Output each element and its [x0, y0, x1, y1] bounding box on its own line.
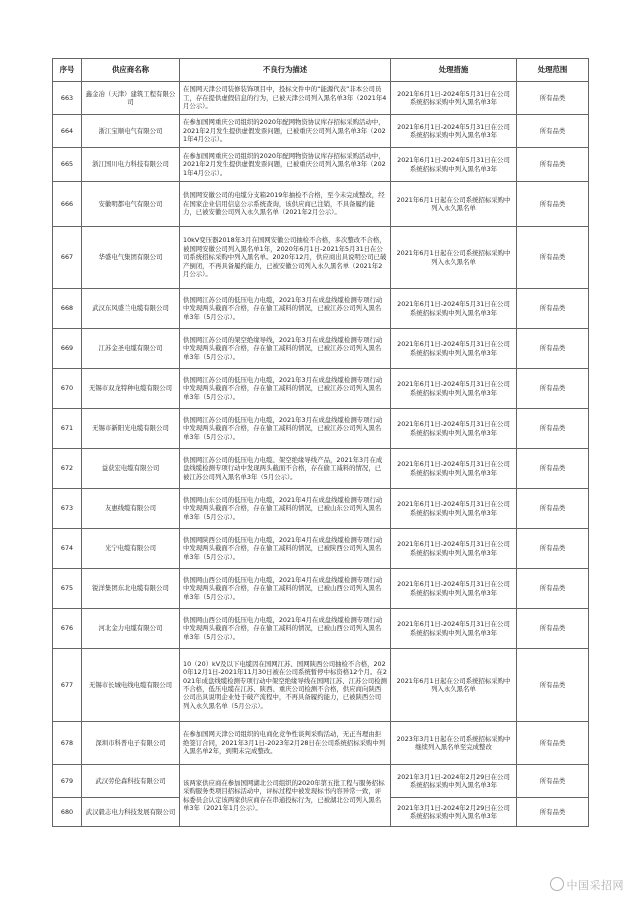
header-description: 不良行为描述: [180, 59, 391, 82]
table-row: [53, 115, 589, 148]
header-no: 序号: [53, 59, 82, 82]
cell-description: 该两家供应商在参加国网湖北公司组织的2020年第五批工程与服务招标采购服务类项目招标活动中，评标过程中被发现标书内容异常一致，评标委员会认定该两家供应商存在串通投标行为，已被湖北公司列入黑名单3年（2021年1月公示）。: [180, 765, 391, 827]
cell-description: 供国网江苏公司的低压电力电缆，2021年3月在成盘线缆检测专项行动中发现两头截面不合格，存在偷工减料的情况，已被江苏公司列入黑名单3年（5月公示）。: [180, 369, 391, 409]
cell-scope: 所有品类: [517, 227, 589, 289]
cell-supplier: 深圳市科普电子有限公司: [82, 722, 180, 765]
cell-measure: 2021年6月1日-2024年5月31日在公司系统招标采购中列入黑名单3年: [391, 329, 517, 369]
header-measure: 处理措施: [391, 59, 517, 82]
cell-description: 10（20）kV及以下电缆因在国网江苏、国网陕西公司抽检不合格，2020年12月1日-2021年11月30日被在公司系统暂停中标资格12个月。在2021年成盘线缆检测专项行动中架空绝缘导线在国网江苏、江苏公司检测不合格，低压电缆在江苏、陕西、重庆公司检测不合格，供应商向陕西公司出具说明企业处于破产流程中，不再具备履约能力，已被陕西公司列入永久黑名单（5月公示）。: [180, 649, 391, 722]
table-row: [53, 529, 589, 569]
table-row: [53, 569, 589, 609]
cell-no: 675: [53, 569, 82, 609]
cell-measure: 2021年6月1日起在公司系统招标采购中列入永久黑名单: [391, 182, 517, 227]
cell-measure: 2021年3月1日-2024年2月29日在公司系统招标采购中列入黑名单3年: [391, 765, 517, 798]
cell-scope: 所有品类: [517, 765, 589, 798]
table-row: [53, 722, 589, 765]
cell-measure: 2021年6月1日-2024年5月31日在公司系统招标采购中列入黑名单3年: [391, 569, 517, 609]
cell-description: 供国网江苏公司的低压电力电缆，2021年3月在成盘线缆检测专项行动中发现两头截面不合格，存在偷工减料的情况，已被江苏公司列入黑名单3年（5月公示）。: [180, 409, 391, 449]
cell-supplier: 益获宏电缆有限公司: [82, 449, 180, 489]
cell-scope: 所有品类: [517, 289, 589, 329]
cell-supplier: 武汉毅志电力科技发展有限公司: [82, 798, 180, 827]
cell-supplier: 鑫金冶（天津）建筑工程有限公司: [82, 82, 180, 115]
cell-no: 678: [53, 722, 82, 765]
cell-description: 在参加国网天津公司组织的电商化竞争性谈判采购活动，无正当理由拒绝签订合同，2021年3月1日-2023年2月28日在公司系统招标采购中列入黑名单2年，到期未完成整改。: [180, 722, 391, 765]
watermark-text: 中国采招网: [566, 879, 624, 892]
table-row: [53, 649, 589, 722]
cell-supplier: 浙江宝顺电气有限公司: [82, 115, 180, 148]
cell-scope: 所有品类: [517, 369, 589, 409]
cell-scope: 所有品类: [517, 798, 589, 827]
cell-scope: 所有品类: [517, 489, 589, 529]
cell-supplier: 锐洋集团东北电缆有限公司: [82, 569, 180, 609]
cell-scope: 所有品类: [517, 148, 589, 182]
cell-description: 供国网江苏公司的低压电力电缆、架空绝缘导线产品，2021年3月在成盘线缆检测专项行动中发现两头截面不合格，存在偷工减料的情况，已被江苏公司列入黑名单3年（5月公示）。: [180, 449, 391, 489]
cell-measure: 2021年6月1日-2024年5月31日在公司系统招标采购中列入黑名单3年: [391, 409, 517, 449]
cell-supplier: 武汉劳伦森科技有限公司: [82, 765, 180, 798]
cell-description: 供国网安徽公司的电缆分支箱2019年抽检不合格，至今未完成整改，经在国家企业信用信息公示系统查询，该供应商已注销，不具备履约能力，已被安徽公司列入永久黑名单（2021年2月公示）。: [180, 182, 391, 227]
cell-measure: 2021年6月1日-2024年5月31日在公司系统招标采购中列入黑名单3年: [391, 609, 517, 649]
cell-supplier: 友惠线缆有限公司: [82, 489, 180, 529]
table-body: [53, 82, 589, 827]
cell-scope: 所有品类: [517, 82, 589, 115]
cell-scope: 所有品类: [517, 329, 589, 369]
cell-no: 668: [53, 289, 82, 329]
cell-no: 680: [53, 798, 82, 827]
cell-measure: 2021年6月1日-2024年5月31日在公司系统招标采购中列入黑名单3年: [391, 489, 517, 529]
cell-supplier: 浙江国川电力科技有限公司: [82, 148, 180, 182]
cell-scope: 所有品类: [517, 115, 589, 148]
cell-measure: 2021年6月1日起在公司系统招标采购中列入永久黑名单: [391, 227, 517, 289]
cell-supplier: 无锡市双龙特种电缆有限公司: [82, 369, 180, 409]
cell-scope: 所有品类: [517, 649, 589, 722]
cell-measure: 2021年6月1日-2024年5月31日在公司系统招标采购中列入黑名单3年: [391, 449, 517, 489]
cell-supplier: 江苏金圣电缆有限公司: [82, 329, 180, 369]
table-row: [53, 227, 589, 289]
cell-measure: 2021年6月1日-2024年5月31日在公司系统招标采购中列入黑名单3年: [391, 529, 517, 569]
table-row: [53, 765, 589, 798]
cell-scope: 所有品类: [517, 569, 589, 609]
table-row: [53, 409, 589, 449]
cell-supplier: 河北金力电缆有限公司: [82, 609, 180, 649]
cell-no: 663: [53, 82, 82, 115]
cell-description: 在参加国网重庆公司组织的2020年配网物资协议库存招标采购活动中，2021年2月发生提供虚假发票问题，已被重庆公司列入黑名单3年（2021年4月公示）。: [180, 148, 391, 182]
header-supplier: 供应商名称: [82, 59, 180, 82]
cell-description: 供国网山西公司的低压电力电缆，2021年4月在成盘线缆检测专项行动中发现两头截面不合格，存在偷工减料的情况，已被山西公司列入黑名单3年（5月公示）。: [180, 609, 391, 649]
table-row: [53, 148, 589, 182]
cell-description: 在国网天津公司装修装饰项目中，投标文件中的“能源代表”非本公司员工，存在提供虚假信息的行为，已被天津公司列入黑名单3年（2021年4月公示）。: [180, 82, 391, 115]
cell-scope: 所有品类: [517, 722, 589, 765]
cell-supplier: 无锡市新阳光电缆有限公司: [82, 409, 180, 449]
cell-supplier: 无锡市长城电线电缆有限公司: [82, 649, 180, 722]
cell-scope: 所有品类: [517, 449, 589, 489]
cell-scope: 所有品类: [517, 182, 589, 227]
cell-no: 667: [53, 227, 82, 289]
table-row: [53, 449, 589, 489]
cell-measure: 2021年6月1日-2024年5月31日在公司系统招标采购中列入黑名单3年: [391, 369, 517, 409]
table-row: [53, 82, 589, 115]
cell-no: 664: [53, 115, 82, 148]
cell-no: 679: [53, 765, 82, 798]
cell-no: 665: [53, 148, 82, 182]
cell-measure: 2021年6月1日-2024年5月31日在公司系统招标采购中列入黑名单3年: [391, 82, 517, 115]
cell-description: 10kV变压器2018年3月在国网安徽公司抽检不合格，多次整改不合格，被国网安徽公司列入黑名单1年，2020年6月1日-2021年5月31日在公司系统招标采购中列入黑名单。2020年12月，供应商出具说明公司已破产倒闭，不再具备履约能力，已被安徽公司列入永久黑名单（2021年2月公示）。: [180, 227, 391, 289]
cell-supplier: 华盛电气集团有限公司: [82, 227, 180, 289]
cell-description: 供国网江苏公司的架空绝缘导线，2021年3月在成盘线缆检测专项行动中发现两头截面不合格，存在偷工减料的情况，已被江苏公司列入黑名单3年（5月公示）。: [180, 329, 391, 369]
cell-measure: 2023年3月1日起在公司系统招标采购中继续列入黑名单至完成整改: [391, 722, 517, 765]
cell-no: 677: [53, 649, 82, 722]
cell-no: 673: [53, 489, 82, 529]
table-row: [53, 489, 589, 529]
cell-no: 671: [53, 409, 82, 449]
cell-scope: 所有品类: [517, 529, 589, 569]
cell-description: 在参加国网重庆公司组织的2020年配网物资协议库存招标采购活动中，2021年2月发生提供虚假发票问题，已被重庆公司列入黑名单3年（2021年4月公示）。: [180, 115, 391, 148]
watermark: [550, 877, 625, 893]
table-header-row: [53, 59, 589, 82]
cell-supplier: 光宁电缆有限公司: [82, 529, 180, 569]
cell-scope: 所有品类: [517, 409, 589, 449]
cell-no: 670: [53, 369, 82, 409]
watermark-logo-icon: [550, 877, 564, 891]
cell-description: 供国网山西公司的低压电力电缆，2021年4月在成盘线缆检测专项行动中发现两头截面不合格，存在偷工减料的情况，已被山西公司列入黑名单3年（5月公示）。: [180, 569, 391, 609]
blacklist-table: [52, 58, 589, 827]
cell-no: 669: [53, 329, 82, 369]
cell-supplier: 安徽明都电气有限公司: [82, 182, 180, 227]
cell-no: 674: [53, 529, 82, 569]
cell-measure: 2021年6月1日-2024年5月31日在公司系统招标采购中列入黑名单3年: [391, 289, 517, 329]
cell-no: 672: [53, 449, 82, 489]
table-row: [53, 289, 589, 329]
cell-measure: 2021年6月1日-2024年5月31日在公司系统招标采购中列入黑名单3年: [391, 115, 517, 148]
header-scope: 处理范围: [517, 59, 589, 82]
cell-description: 供国网江苏公司的低压电力电缆，2021年3月在成盘线缆检测专项行动中发现两头截面不合格，存在偷工减料的情况，已被江苏公司列入黑名单3年（5月公示）。: [180, 289, 391, 329]
table-row: [53, 182, 589, 227]
table-row: [53, 329, 589, 369]
cell-measure: 2021年3月1日-2024年2月29日在公司系统招标采购中列入黑名单3年: [391, 798, 517, 827]
cell-description: 供国网陕西公司的低压电力电缆，2021年4月在成盘线缆检测专项行动中发现两头截面不合格，存在偷工减料的情况，已被陕西公司列入黑名单3年（5月公示）。: [180, 529, 391, 569]
table-row: [53, 369, 589, 409]
cell-supplier: 武汉东风盛兰电缆有限公司: [82, 289, 180, 329]
cell-description: 供国网山东公司的低压电力电缆，2021年4月在成盘线缆检测专项行动中发现两头截面不合格，存在偷工减料的情况，已被山东公司列入黑名单3年（5月公示）。: [180, 489, 391, 529]
cell-measure: 2021年6月1日起在公司系统招标采购中列入永久黑名单: [391, 649, 517, 722]
cell-measure: 2021年6月1日-2024年5月31日在公司系统招标采购中列入黑名单3年: [391, 148, 517, 182]
cell-no: 676: [53, 609, 82, 649]
cell-scope: 所有品类: [517, 609, 589, 649]
cell-no: 666: [53, 182, 82, 227]
table-row: [53, 609, 589, 649]
